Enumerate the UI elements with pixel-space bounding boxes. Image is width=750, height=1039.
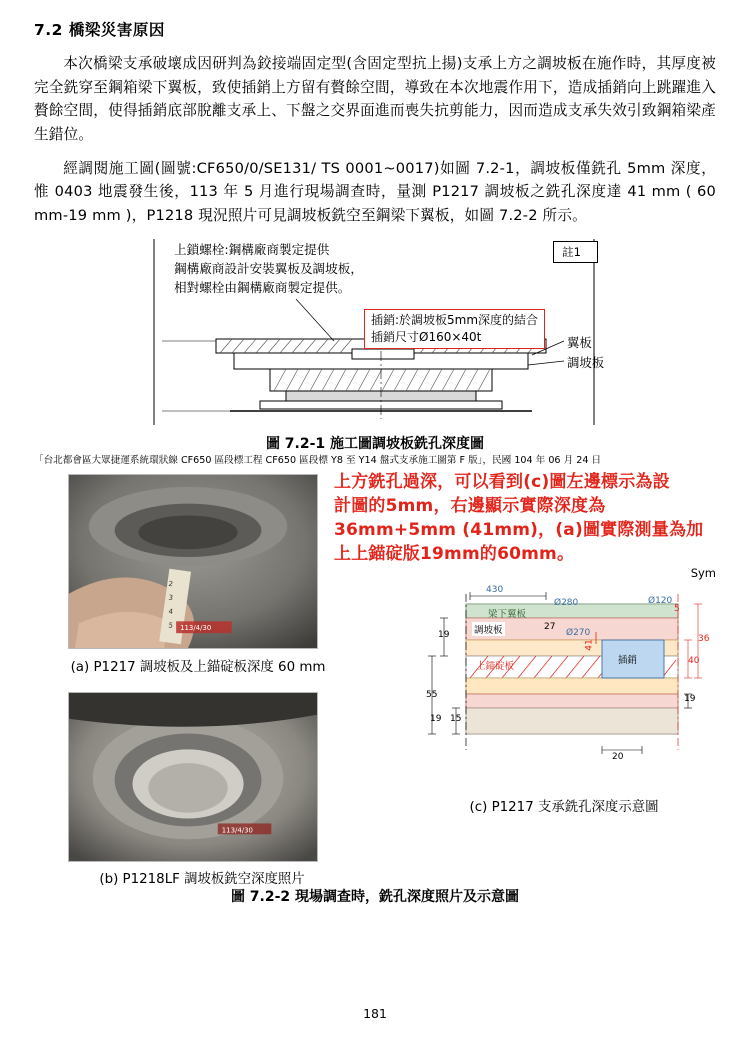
label-anchor-plate-c: 上錨碇板: [476, 660, 515, 672]
caption-photo-a: (a) P1217 調坡板及上錨碇板深度 60 mm: [70, 659, 326, 675]
figure-lead-text: [174, 241, 363, 297]
svg-text:4: 4: [167, 607, 174, 616]
svg-text:113/4/30: 113/4/30: [180, 624, 212, 633]
dim-270: Ø270: [566, 627, 591, 638]
dim-15: 15: [450, 713, 462, 724]
dim-40: 40: [688, 655, 700, 666]
red-annotation: [334, 470, 718, 567]
dim-19-a: 19: [438, 629, 450, 640]
annotation-line-2: 計圖的5mm，右邊顯示實際深度為: [334, 496, 606, 517]
figure-7-2-1-caption: 圖 7.2-1 施工圖調坡板銑孔深度圖: [265, 436, 485, 453]
lead-text-line-2: 鋼構廠商設計安裝翼板及調坡板，: [174, 261, 363, 277]
paragraph-2: 經調閱施工圖(圖號:CF650/0/SE131/ TS 0001~0017)如圖 7.2-1，調坡板僅銑孔 5mm 深度，惟 0403 地震發生後，113 年 5 月進行現場調查時，量測 P1217 調坡板之銑孔深度達 41 mm ( 60 mm-19 mm )，P1218 現況照片可見調坡板銑空至鋼梁下翼板，如圖 7.2-2 所示。: [34, 159, 716, 224]
label-pin-c: 插銷: [618, 654, 638, 666]
dim-430: 430: [486, 584, 504, 595]
figure-pin-callout: [364, 309, 545, 349]
annotation-line-3: 36mm+5mm (41mm)，(a)圖實際測量為加: [334, 520, 704, 541]
lead-text-line-3: 相對螺栓由鋼構廠商製定提供。: [174, 279, 351, 295]
figure-7-2-1-source: 「台北都會區大眾捷運系統環狀線 CF650 區段標工程 CF650 區段標 Y8 至 Y14 盤式支承施工圖第 F 版」，民國 104 年 06 月 24 日: [34, 455, 602, 467]
label-slope-plate: 調坡板: [567, 355, 605, 371]
dim-120: Ø120: [648, 595, 673, 606]
pin-callout-line-1: 插銷:於調坡板5mm深度的結合: [371, 313, 539, 328]
photo-p1217-depth: [68, 474, 318, 649]
figure-7-2-2-group: [34, 471, 716, 905]
dim-36: 36: [698, 633, 710, 644]
label-sym: Sym: [690, 565, 716, 580]
figure-7-2-1-drawing: [34, 237, 716, 427]
lead-text-line-1: 上鎖螺栓:鋼構廠商製定提供: [174, 242, 330, 258]
caption-photo-b: (b) P1218LF 調坡板銑空深度照片: [99, 871, 305, 887]
dim-19-c: 19: [684, 693, 696, 704]
caption-diagram-c: (c) P1217 支承銑孔深度示意圖: [469, 799, 659, 815]
diagram-p1217-section: [426, 565, 716, 787]
annotation-line-4: 上上錨碇版19mm的60mm。: [334, 544, 575, 565]
label-bottom-flange: 梁下翼板: [488, 608, 527, 620]
paragraph-1: 本次橋梁支承破壞成因研判為鉸接端固定型(含固定型抗上揚)支承上方之調坡板在施作時，其厚度被完全銑穿至鋼箱梁下翼板，致使插銷上方留有贅餘空間，導致在本次地震作用下，造成插銷向上跳躍進入贅餘空間，使得插銷底部脫離支承上、下盤之交界面進而喪失抗剪能力，因而造成支承失效引致鋼箱梁產生錯位。: [34, 55, 716, 143]
dim-20: 20: [612, 751, 624, 762]
svg-text:3: 3: [167, 593, 174, 603]
dim-55: 55: [426, 689, 438, 700]
dim-5: 5: [674, 603, 680, 614]
dim-41: 41: [584, 639, 595, 651]
photo-p1218lf-depth: [68, 692, 318, 862]
label-wing-plate: 翼板: [567, 335, 592, 351]
svg-text:113/4/30: 113/4/30: [221, 826, 253, 835]
photo-b-graphic: [69, 693, 317, 861]
page-title: 7.2 橋梁災害原因: [34, 21, 165, 39]
diagram-c-svg: [426, 582, 716, 787]
dim-19-b: 19: [430, 713, 442, 724]
dim-27: 27: [544, 621, 556, 632]
figure-7-2-2-caption: 圖 7.2-2 現場調查時，銑孔深度照片及示意圖: [230, 888, 520, 905]
label-slope-plate-c: 調坡板: [472, 622, 505, 636]
page-number: 181: [363, 1006, 387, 1021]
svg-text:2: 2: [167, 579, 174, 589]
pin-callout-line-2: 插銷尺寸Ø160×40t: [371, 330, 482, 345]
annotation-line-1: 上方銑孔過深，可以看到(c)圖左邊標示為設: [334, 471, 670, 492]
svg-text:5: 5: [167, 621, 174, 630]
figure-note-box: 註1: [553, 241, 598, 263]
dim-280: Ø280: [554, 597, 579, 608]
photo-a-graphic: [69, 475, 317, 648]
